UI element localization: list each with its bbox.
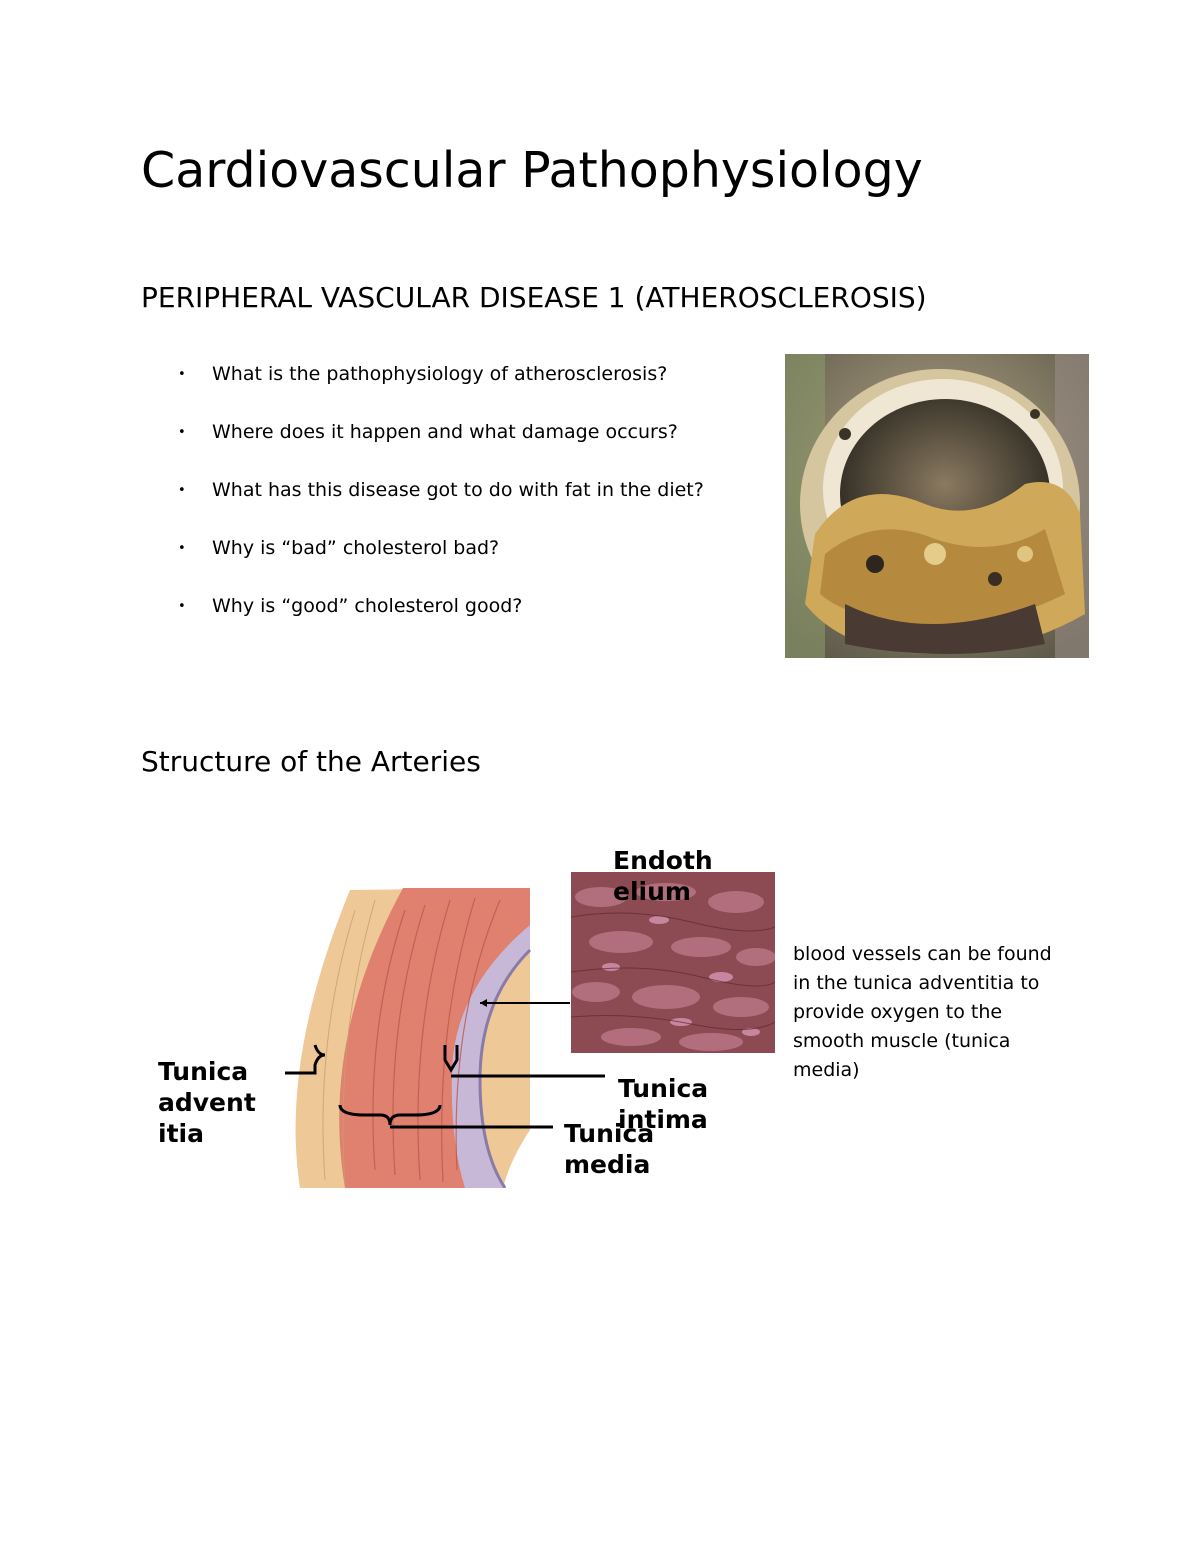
question-text: What is the pathophysiology of atherosclerosis? (212, 363, 668, 385)
section-heading-pvd: PERIPHERAL VASCULAR DISEASE 1 (ATHEROSCLEROSIS) (141, 281, 927, 314)
page-title: Cardiovascular Pathophysiology (141, 142, 923, 199)
label-tunica-media: Tunica media (564, 1119, 655, 1179)
bullet-glyph: • (178, 367, 186, 382)
side-note: blood vessels can be found in the tunica adventitia to provide oxygen to the smooth muscle (tunica media) (793, 943, 1052, 1081)
list-item (178, 360, 758, 389)
label-tunica-intima: Tunica intima (618, 1074, 709, 1134)
question-text: Why is “good” cholesterol good? (212, 595, 523, 617)
bullet-glyph: • (178, 541, 186, 556)
label-endothelium: Endoth elium (613, 846, 713, 906)
section-heading-arteries: Structure of the Arteries (141, 745, 481, 778)
bullet-glyph: • (178, 425, 186, 440)
bullet-glyph: • (178, 483, 186, 498)
list-item (178, 418, 758, 447)
list-item (178, 534, 758, 563)
list-item (178, 592, 758, 621)
bullet-glyph: • (178, 599, 186, 614)
question-text: What has this disease got to do with fat in the diet? (212, 479, 704, 501)
list-item (178, 476, 758, 505)
question-list (178, 360, 758, 650)
clogged-pipe-photo (785, 354, 1089, 658)
label-tunica-adventitia: Tunica advent itia (158, 1057, 256, 1148)
question-text: Where does it happen and what damage occurs? (212, 421, 678, 443)
question-text: Why is “bad” cholesterol bad? (212, 537, 500, 559)
